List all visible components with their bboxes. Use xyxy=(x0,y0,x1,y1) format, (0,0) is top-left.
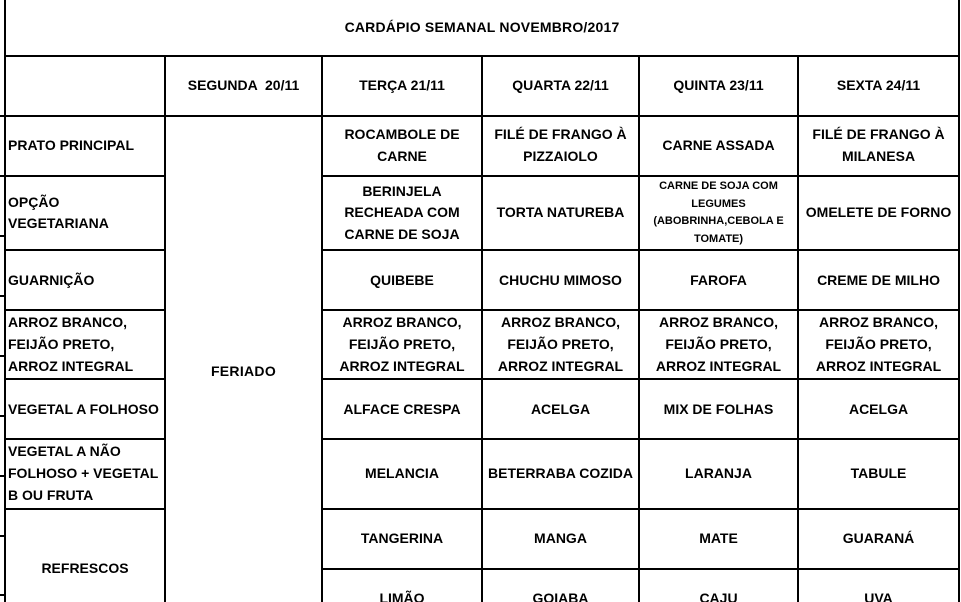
menu-cell: CARNE DE SOJA COM LEGUMES (ABOBRINHA,CEBOLA E TOMATE) xyxy=(639,176,798,250)
menu-cell: QUIBEBE xyxy=(322,250,482,310)
menu-cell: LIMÃO xyxy=(322,569,482,602)
holiday-cell: FERIADO xyxy=(165,116,322,602)
menu-cell: LARANJA xyxy=(639,439,798,508)
menu-cell: ROCAMBOLE DE CARNE xyxy=(322,116,482,176)
col-header-sexta: SEXTA 24/11 xyxy=(798,56,959,116)
border-tick xyxy=(0,235,6,237)
border-tick xyxy=(0,594,6,596)
row-label-guarnicao: GUARNIÇÃO xyxy=(5,250,165,310)
menu-cell: MATE xyxy=(639,509,798,569)
weekly-menu-table xyxy=(4,0,960,602)
menu-cell: FAROFA xyxy=(639,250,798,310)
menu-cell: CAJU xyxy=(639,569,798,602)
table-row xyxy=(5,509,959,569)
col-header-segunda: SEGUNDA 20/11 xyxy=(165,56,322,116)
menu-cell: ACELGA xyxy=(482,379,639,439)
col-header-terca: TERÇA 21/11 xyxy=(322,56,482,116)
row-label-vegetal-nao-folhoso: VEGETAL A NÃO FOLHOSO + VEGETAL B OU FRUTA xyxy=(5,439,165,508)
table-row xyxy=(5,176,959,250)
menu-cell: CHUCHU MIMOSO xyxy=(482,250,639,310)
menu-cell: OMELETE DE FORNO xyxy=(798,176,959,250)
menu-cell: UVA xyxy=(798,569,959,602)
row-label-prato-principal: PRATO PRINCIPAL xyxy=(5,116,165,176)
border-tick xyxy=(0,295,6,297)
row-label-refrescos: REFRESCOS xyxy=(5,509,165,602)
menu-cell: GOIABA xyxy=(482,569,639,602)
menu-cell: CREME DE MILHO xyxy=(798,250,959,310)
row-label-vegetal-folhoso: VEGETAL A FOLHOSO xyxy=(5,379,165,439)
menu-cell: ALFACE CRESPA xyxy=(322,379,482,439)
col-header-quarta: QUARTA 22/11 xyxy=(482,56,639,116)
table-row xyxy=(5,250,959,310)
row-label-arroz-feijao: ARROZ BRANCO, FEIJÃO PRETO, ARROZ INTEGRAL xyxy=(5,310,165,379)
col-header-quinta: QUINTA 23/11 xyxy=(639,56,798,116)
menu-cell: FILÉ DE FRANGO À PIZZAIOLO xyxy=(482,116,639,176)
menu-cell: MELANCIA xyxy=(322,439,482,508)
menu-cell: ACELGA xyxy=(798,379,959,439)
menu-cell: GUARANÁ xyxy=(798,509,959,569)
menu-cell: TANGERINA xyxy=(322,509,482,569)
border-tick xyxy=(0,175,6,177)
table-row xyxy=(5,439,959,508)
menu-cell: BETERRABA COZIDA xyxy=(482,439,639,508)
border-tick xyxy=(0,355,6,357)
border-tick xyxy=(0,415,6,417)
menu-cell: ARROZ BRANCO, FEIJÃO PRETO, ARROZ INTEGRAL xyxy=(798,310,959,379)
menu-cell: TORTA NATUREBA xyxy=(482,176,639,250)
menu-cell: MANGA xyxy=(482,509,639,569)
menu-cell: BERINJELA RECHEADA COM CARNE DE SOJA xyxy=(322,176,482,250)
header-row xyxy=(5,56,959,116)
corner-empty-cell xyxy=(5,56,165,116)
menu-cell: FILÉ DE FRANGO À MILANESA xyxy=(798,116,959,176)
menu-cell: TABULE xyxy=(798,439,959,508)
table-row xyxy=(5,310,959,379)
border-tick xyxy=(0,475,6,477)
menu-cell: ARROZ BRANCO, FEIJÃO PRETO, ARROZ INTEGRAL xyxy=(322,310,482,379)
table-row xyxy=(5,379,959,439)
menu-cell: ARROZ BRANCO, FEIJÃO PRETO, ARROZ INTEGRAL xyxy=(639,310,798,379)
menu-cell: CARNE ASSADA xyxy=(639,116,798,176)
row-label-opcao-vegetariana: OPÇÃO VEGETARIANA xyxy=(5,176,165,250)
table-row xyxy=(5,116,959,176)
title-row xyxy=(5,0,959,56)
border-tick xyxy=(0,115,6,117)
menu-cell: ARROZ BRANCO, FEIJÃO PRETO, ARROZ INTEGRAL xyxy=(482,310,639,379)
table-title: CARDÁPIO SEMANAL NOVEMBRO/2017 xyxy=(5,0,959,56)
border-tick xyxy=(0,535,6,537)
menu-cell: MIX DE FOLHAS xyxy=(639,379,798,439)
